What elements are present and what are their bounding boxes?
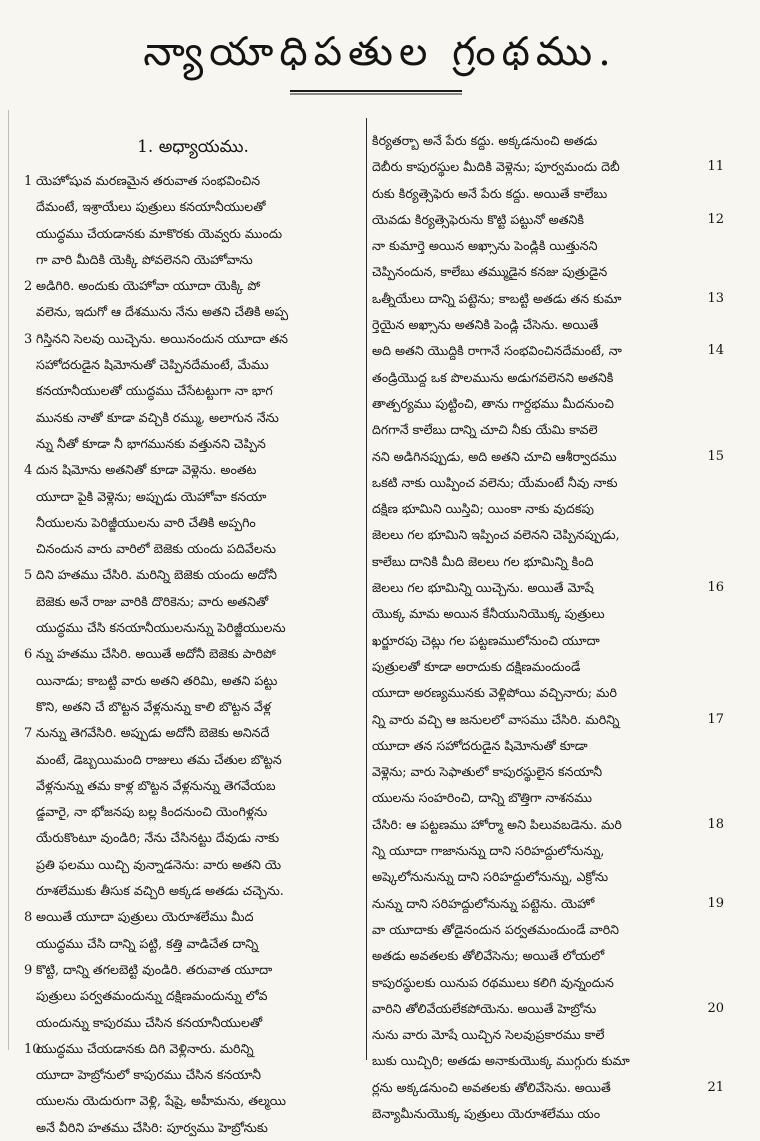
text-line (372, 181, 722, 207)
verse-number: 9 (24, 962, 33, 978)
line-text: పుత్రులు పర్వతమందున్ను దక్షిణమందున్ను లోవ (36, 988, 268, 1004)
text-line (372, 733, 722, 759)
verse-number: 16 (705, 575, 724, 601)
line-text: మంటే, డెబ్బయిమంది రాజులు తమ చేతుల బొట్టన (36, 751, 282, 767)
text-line (24, 694, 362, 720)
text-line (372, 128, 722, 154)
verse-number: 3 (24, 331, 33, 347)
text-line (24, 510, 362, 536)
text-line (372, 996, 722, 1022)
line-text: యుద్ధము చేసి కనయానీయులనున్ను పెరిజ్జీయులను (36, 620, 286, 636)
line-text: కొట్టి, దాన్ని తగలబెట్టి వుండిరి. తరువాత యూదా (36, 961, 273, 977)
line-text: యుద్ధము చేయడానకు దిగి వెళ్లినారు. మరిన్ని (36, 1040, 254, 1056)
line-text: కొని, అతని చే బొట్టన వేళ్లనున్ను కాలి బొట్టన వేళ్ల (36, 698, 271, 714)
page-title: న్యాయాధిపతుల గ్రంథము. (143, 29, 617, 75)
verse-number: 7 (24, 726, 33, 742)
text-line (24, 852, 362, 878)
verse-number: 4 (24, 463, 33, 479)
verse-number: 8 (24, 910, 33, 926)
chapter-heading: 1. అధ్యాయము. (137, 137, 249, 157)
text-line (372, 943, 722, 969)
text-line (24, 247, 362, 273)
line-text: గిస్తినని సెలవు యిచ్చెను. అయినందున యూదా తన (36, 330, 289, 346)
text-line (24, 720, 362, 746)
line-text: ర్లను అక్కడనుంచి అవతలకు తోలివేసెను. అయితే (372, 1079, 611, 1095)
line-text: యినాడు; కాబట్టి వారు అతని తరిమి, అతని పట్టు (36, 672, 278, 688)
text-line (372, 1048, 722, 1074)
text-line (372, 759, 722, 785)
line-text: యెవడు కిర్యత్సెఫెరును కొట్టి పట్టునో అతనికి (372, 211, 584, 227)
text-line (372, 444, 722, 470)
line-text: అది అతని యొద్దికి రాగానే సంభవించినదేమంటే, నా (372, 343, 622, 359)
text-line (24, 773, 362, 799)
line-text: మునకు నాతో కూడా వచ్చికి రమ్ము, అలాగున నేను (36, 409, 279, 425)
verse-number: 6 (24, 647, 33, 663)
text-line (24, 405, 362, 431)
text-line (372, 312, 722, 338)
text-line (372, 628, 722, 654)
text-line (24, 457, 362, 483)
text-line (24, 799, 362, 825)
verse-number: 21 (705, 1075, 724, 1101)
text-line (372, 891, 722, 917)
line-text: నని అడిగినప్పుడు, అది అతని చూచి ఆశీర్వాదము (372, 448, 617, 464)
text-line (372, 707, 722, 733)
text-line (24, 983, 362, 1009)
verse-number: 12 (705, 207, 724, 233)
line-text: అయితే యూదా పుత్రులు యెరూశలేము మీద (36, 909, 254, 925)
margin-rule (8, 110, 9, 1050)
text-line (372, 391, 722, 417)
text-line (372, 259, 722, 285)
line-text: బెన్యామీనుయొక్క పుత్రులు యెరూశలేము యం (372, 1105, 601, 1121)
text-line (372, 917, 722, 943)
text-line (24, 431, 362, 457)
line-text: బుకు యిచ్చిరి; అతడు అనాకుయొక్క ముగ్గురు కుమా (372, 1053, 630, 1069)
line-text: ఒకటి నాకు యిప్పించ వలెను; యేమంటే నీవు నాకు (372, 474, 618, 490)
line-text: చినందున వారు వారిలో బెజెకు యందు పదివేలను (36, 541, 276, 557)
text-line (372, 496, 722, 522)
line-text: నీయులను పెరిజ్జీయులను వారి చేతికి అప్పగిం (36, 514, 256, 530)
line-text: యూదా పైకి వెళ్లెను; అప్పుడు యెహోవా కనయా (36, 488, 267, 504)
line-text: డ్డవారై, నా భోజనపు బల్ల కిందనుంచి యెంగిళ్లను (36, 804, 268, 820)
text-line (24, 536, 362, 562)
text-line (372, 601, 722, 627)
line-text: యూదా హెబ్రోనులో కాపురము చేసిన కనయానీ (36, 1067, 261, 1083)
text-line (24, 904, 362, 930)
line-text: యుద్ధము చేసి దాన్ని పట్టి, కత్తి వాడిచేత దాన్ని (36, 935, 259, 951)
text-line (372, 417, 722, 443)
text-line (372, 970, 722, 996)
verse-number: 2 (24, 279, 33, 295)
verse-number: 19 (705, 891, 724, 917)
line-text: యెహోషువ మరణమైన తరువాత సంభవించిన (36, 173, 261, 188)
line-text: దెబీరు కాపురస్థుల మీదికి వెళ్లెను; పూర్వమందు దెబీ (372, 159, 620, 175)
line-text: వా యూదాకు తోడైనందున పర్వతమందుండే వారిని (372, 921, 620, 937)
line-text: దిగగానే కాలేబు దాన్ని చూచి నీకు యేమి కావలె (372, 422, 598, 438)
line-text: నును వారు మోషే యిచ్చిన సెలవుప్రకారము కాలే (372, 1027, 605, 1043)
verse-number: 5 (24, 568, 33, 584)
text-line (24, 484, 362, 510)
text-line (24, 931, 362, 957)
text-line (24, 562, 362, 588)
text-line (24, 1036, 362, 1062)
text-line (24, 1115, 362, 1141)
line-text: ర్తెయైన అఖ్సాను అతనికి పెండ్లి చేసెను. అయితే (372, 317, 599, 333)
line-text: కాలేబు దానికి మీది జెలలు గల భూమిన్ని కింది (372, 553, 594, 569)
line-text: యందున్ను కాపురము చేసిన కనయానీయులతో (36, 1014, 263, 1030)
text-line (372, 864, 722, 890)
line-text: గా వారి మీదికి యెక్కి పోవలెనని యెహోవాను (36, 251, 253, 267)
line-text: తండ్రియొద్ద ఒక పొలమును అడుగవలెనని అతనికి (372, 369, 614, 385)
line-text: అడిగిరి. అందుకు యెహోవా యూదా యెక్కి పో (36, 278, 261, 294)
line-text: యేరుకొంటూ వుండిరి; నేను చేసినట్టు దేవుడు నాకు (36, 830, 280, 846)
text-line (372, 233, 722, 259)
line-text: సహోదరుడైన షిమోనుతో చెప్పినదేమంటే, మేము (36, 357, 269, 373)
verse-number: 18 (705, 812, 724, 838)
verse-number: 13 (705, 286, 724, 312)
text-line (24, 1062, 362, 1088)
text-line (372, 1022, 722, 1048)
line-text: యూదా అరణ్యమునకు వెళ్లిపోయి వచ్చినారు; మరి (372, 685, 617, 701)
text-line (372, 338, 722, 364)
text-line (372, 838, 722, 864)
line-text: యులను సంహరించి, దాన్ని బొత్తిగా నాశనము (372, 790, 592, 806)
line-text: అతడు అవతలకు తోలివేసెను; అయితే లోయలో (372, 948, 605, 964)
text-line (24, 1088, 362, 1114)
line-text: జెలలు గల భూమిని ఇప్పించ వలెనని చెప్పినప్పుడు, (372, 527, 620, 543)
text-line (372, 207, 722, 233)
line-text: అష్కెలోనునున్ను దాని సరిహద్దులోనున్ను, ఎక్రోను (372, 869, 609, 885)
text-line (372, 470, 722, 496)
verse-number: 17 (705, 707, 724, 733)
line-text: వారిని తోలివేయలేకపోయెను. అయితే హెబ్రోను (372, 1000, 597, 1016)
text-line (24, 221, 362, 247)
line-text: యూదా తన సహోదరుడైన షిమోనుతో కూడా (372, 737, 588, 753)
verse-number: 15 (705, 444, 724, 470)
line-text: దిని హతము చేసిరి. మరిన్ని బెజెకు యందు అదోనీ (36, 567, 278, 583)
line-text: కాపురస్థులకు యినుప రథములు కలిగి వున్నందున (372, 974, 614, 990)
line-text: రూశలేముకు తీసుక వచ్చిరి అక్కడ అతడు చచ్చెను. (36, 883, 284, 899)
text-line (24, 589, 362, 615)
line-text: జెలలు గల భూమిన్ని యిచ్చెను. అయితే మోషే (372, 580, 594, 596)
line-text: దున షిమోను అతనితో కూడా వెళ్లెను. అంతట (36, 462, 257, 478)
line-text: యులను యెదురుగా వెళ్లి, షేషై, అహీమను, తల్మయి (36, 1093, 286, 1109)
verse-number: 14 (705, 338, 724, 364)
text-line (24, 747, 362, 773)
line-text: న్ను నీతో కూడా నీ భాగమునకు వత్తునని చెప్పిన (36, 435, 266, 451)
line-text: అనే వీరిని హతము చేసిరి: పూర్వము హెబ్రోనుకు (36, 1119, 268, 1135)
line-text: కనయానీయులతో యుద్ధము చేసేటట్టుగా నా భాగ (36, 383, 273, 399)
line-text: దక్షిణ భూమిని యిస్తివి; యింకా నాకు వుదకపు (372, 501, 594, 517)
text-line (24, 352, 362, 378)
left-column (24, 128, 362, 1141)
text-line (372, 154, 722, 180)
text-line (24, 641, 362, 667)
text-line (24, 273, 362, 299)
line-text: ఖర్జూరపు చెట్లు గల పట్టణములోనుంచి యూదా (372, 632, 600, 648)
line-text: రుకు కిర్యత్సెఫెరు అనే పేరు కద్దు. అయితే కాలేబు (372, 185, 608, 201)
text-line (24, 299, 362, 325)
text-line (24, 168, 362, 194)
line-text: యుద్ధము చేయడానకు మాకొరకు యెవ్వరు ముందు (36, 225, 283, 241)
line-text: న్ని యూదా గాజానున్ను దాని సరిహద్దులోనున్ను, (372, 843, 605, 859)
line-text: న్ను హతము చేసిరి. అయితే అదోనీ బెజెకు పారిపో (36, 646, 276, 662)
text-line (372, 575, 722, 601)
text-line (24, 194, 362, 220)
line-text: ప్రతి ఫలము యిచ్చి వున్నాడనెను: వారు అతని యె (36, 856, 282, 872)
verse-number: 1 (24, 174, 33, 189)
line-text: నున్ను దాని సరిహద్దులోనున్ను పట్టెను. యెహో (372, 895, 595, 911)
text-line (372, 1075, 722, 1101)
line-text: వేళ్లనున్ను తమ కాళ్ల బొట్టన వేళ్లనున్ను తెగవేయబ (36, 777, 276, 793)
text-line (24, 326, 362, 352)
header-rule (290, 90, 462, 92)
text-line (24, 825, 362, 851)
text-line (372, 812, 722, 838)
text-line (372, 286, 722, 312)
line-text: నున్ను తెగవేసిరి. అప్పుడు అదోనీ బెజెకు అనినదే (36, 725, 270, 741)
right-column (372, 128, 722, 1127)
text-line (372, 1101, 722, 1127)
text-line (24, 668, 362, 694)
verse-number: 10 (24, 1041, 41, 1057)
line-text: కిర్యతర్బా అనే పేరు కద్దు. అక్కడనుంచి అతడు (372, 133, 598, 148)
line-text: చేసిరి: ఆ పట్టణము హోర్మా అని పిలువబడెను. మరి (372, 816, 622, 832)
text-line (372, 785, 722, 811)
line-text: యొక్క మామ అయిన కేనీయునియొక్క పుత్రులు (372, 606, 605, 622)
column-divider (366, 118, 367, 1060)
text-line (24, 1010, 362, 1036)
verse-number: 11 (705, 154, 724, 180)
text-line (24, 878, 362, 904)
line-text: న్ని వారు వచ్చి ఆ జనులలో వాసము చేసిరి. మరిన్ని (372, 711, 620, 727)
line-text: వలెను, ఇదుగో ఆ దేశమును నేను అతని చేతికి అప్ప (36, 304, 289, 320)
line-text: బెజెకు అనే రాజు వారికి దొరికెను; వారు అతనితో (36, 593, 269, 609)
line-text: చెప్పినందున, కాలేబు తమ్ముడైన కనజు పుత్రుడైన (372, 264, 608, 280)
line-text: నా కుమార్తె అయిన అఖ్సాను పెండ్లికి యిత్తునని (372, 238, 598, 254)
text-line (372, 680, 722, 706)
text-line (24, 615, 362, 641)
verse-number: 20 (705, 996, 724, 1022)
text-line (24, 378, 362, 404)
line-text: దేమంటే, ఇశ్రాయేలు పుత్రులు కనయానీయులతో (36, 199, 266, 215)
text-line (372, 654, 722, 680)
text-line (24, 957, 362, 983)
text-line (372, 549, 722, 575)
line-text: వెళ్లెను; వారు సెఫాతులో కాపురస్థులైన కనయానీ (372, 764, 603, 780)
line-text: ఒత్నీయేలు దాన్ని పట్టెను; కాబట్టి అతడు తన కుమా (372, 290, 622, 306)
line-text: పుత్రులతో కూడా అరాదుకు దక్షిణమందుండే (372, 658, 581, 674)
text-line (372, 522, 722, 548)
line-text: తాత్పర్యము పుట్టించి, తాను గార్దభము మీదనుంచి (372, 395, 614, 411)
text-line (372, 365, 722, 391)
